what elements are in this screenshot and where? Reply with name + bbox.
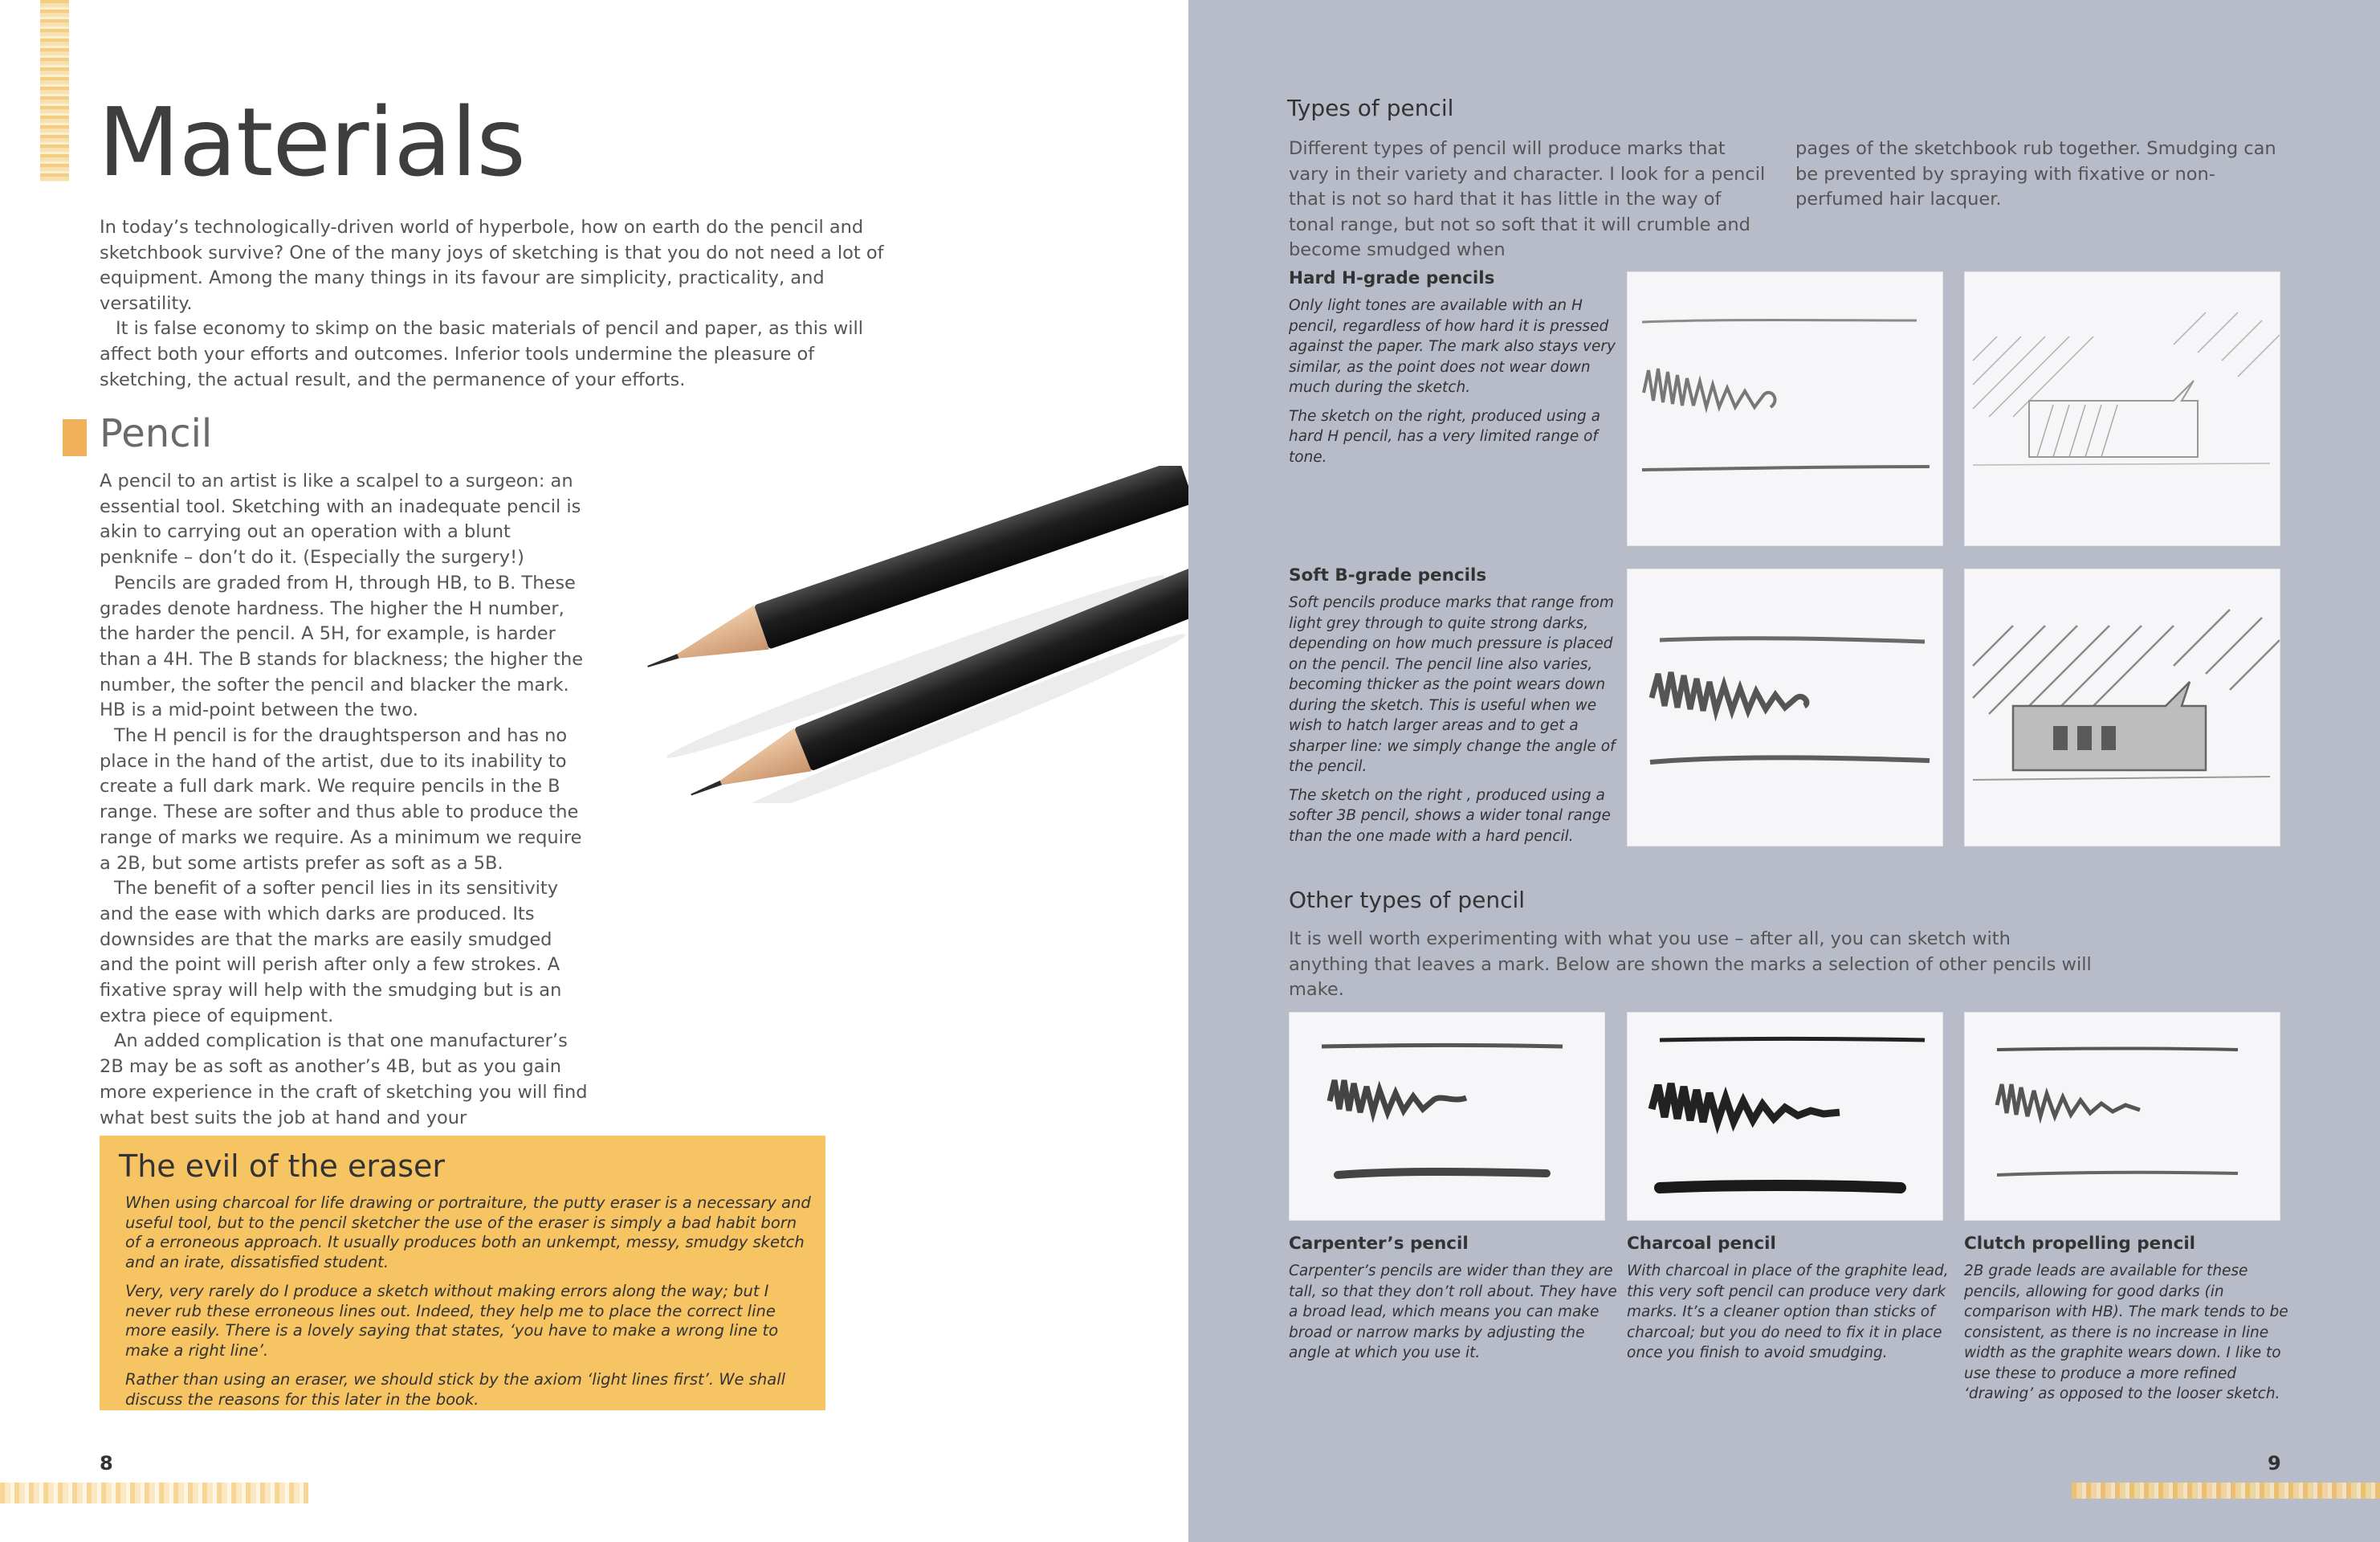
section-heading-types: Types of pencil (1287, 95, 1454, 121)
section-marker (63, 419, 87, 456)
eraser-callout-box (100, 1136, 825, 1410)
charcoal-pencil-sample (1627, 1012, 1943, 1221)
clutch-pencil-sample (1964, 1012, 2280, 1221)
callout-text (125, 1193, 816, 1419)
callout-paragraph: When using charcoal for life drawing or portraiture, the putty eraser is a necessary and useful tool, but to the pencil sketcher the use of the eraser is simply a bad habit born of a erroneous approach. It usually produces both an unkempt, messy, smudgy sketch and an irate, dissatisfied student. (125, 1193, 811, 1271)
caption-title-charcoal: Charcoal pencil (1627, 1234, 1776, 1254)
intro-paragraph: In today’s technologically-driven world of hyperbole, how on earth do the pencil and sketchbook survive? One of the many joys of sketching is that you do not need a lot of equipment. Among the many things in its favour are simplicity, practicality, and versatility. (100, 217, 884, 314)
carpenters-pencil-sample (1289, 1012, 1605, 1221)
subheading-hard-pencils: Hard H-grade pencils (1289, 268, 1495, 288)
body-paragraph: The H pencil is for the draughtsperson and has no place in the hand of the artist, due to its inability to create a full dark mark. We require pencils in the B range. These are softer and thus able to produce the range of marks we require. As a minimum we require a 2B, but some artists prefer as soft as a 5B. (100, 725, 582, 874)
intro-paragraph: It is false economy to skimp on the basic materials of pencil and paper, as this will affect both your efforts and outcomes. Inferior tools undermine the pleasure of sketching, the actual result, and the permanence of your efforts. (100, 318, 864, 390)
soft-pencils-text (1289, 593, 1618, 855)
caption-text-clutch: 2B grade leads are available for these pencils, allowing for good darks (in comparison with HB). The mark tends to be consistent, as there is no increase in line width as the graphite wears down. I like to use these to produce a more refined ‘drawing’ as opposed to the looser sketch. (1964, 1263, 2288, 1402)
pencil-section-text (100, 469, 589, 1156)
body-paragraph: Pencils are graded from H, through HB, to B. These grades denote hardness. The higher the H number, the harder the pencil. A 5H, for example, is harder than a 4H. The B stands for blackness; the higher the number, the softer the pencil and blacker the mark. HB is a mid-point between the two. (100, 572, 584, 721)
body-paragraph: The benefit of a softer pencil lies in its sensitivity and the ease with which darks are produced. Its downsides are that the marks are easily smudged and the point will perish after only a few strokes. A fixative spray will help with the smudging but is an extra piece of equipment. (100, 878, 562, 1026)
section-heading-pencil: Pencil (100, 411, 213, 456)
body-paragraph: The sketch on the right, produced using a hard H pencil, has a very limited range of tone. (1289, 407, 1600, 466)
page-title: Materials (98, 87, 525, 198)
page-number: 8 (100, 1452, 113, 1475)
other-intro-text: It is well worth experimenting with what you use – after all, you can sketch with anything that leaves a mark. Below are shown the marks a selection of other pencils will make. (1289, 928, 2092, 1000)
hard-pencil-marks-sample (1627, 271, 1943, 546)
caption-text-charcoal: With charcoal in place of the graphite lead, this very soft pencil can produce very dark marks. It’s a cleaner option than sticks of charcoal; but you do need to fix it in place once you finish to avoid smudging. (1627, 1263, 1949, 1361)
types-text-col2: pages of the sketchbook rub together. Smudging can be prevented by spraying with fixative or non-perfumed hair lacquer. (1795, 138, 2276, 210)
hard-pencil-sketch-sample (1964, 271, 2280, 546)
callout-paragraph: Very, very rarely do I produce a sketch without making errors along the way; but I never rub these erroneous lines out. Indeed, they help me to place the correct line more easily. There is a lovely saying that states, ‘you have to make a wrong line to make a right line’. (125, 1282, 779, 1360)
hard-pencils-text (1289, 296, 1618, 475)
callout-heading: The evil of the eraser (119, 1148, 446, 1184)
decorative-pencil-texture-bottom (2072, 1483, 2380, 1499)
section-heading-other: Other types of pencil (1289, 887, 1526, 913)
body-paragraph: An added complication is that one manufacturer’s 2B may be as soft as another’s 4B, but as you gain more experience in the craft of sketching you will find what best suits the job at hand and your (100, 1030, 588, 1128)
caption-text-carpenters: Carpenter’s pencils are wider than they are tall, so that they don’t roll about. They have a broad lead, which means you can make broad or narrow marks by adjusting the angle at which you use it. (1289, 1263, 1617, 1361)
types-text-col1: Different types of pencil will produce marks that vary in their variety and character. I look for a pencil that is not so hard that it has little in the way of tonal range, but not so soft that it will crumble and become smudged when (1289, 138, 1766, 260)
body-paragraph: The sketch on the right , produced using a softer 3B pencil, shows a wider tonal range than the one made with a hard pencil. (1289, 786, 1611, 845)
callout-paragraph: Rather than using an eraser, we should stick by the axiom ‘light lines first’. We shall discuss the reasons for this later in the book. (125, 1370, 786, 1409)
body-paragraph: Only light tones are available with an H pencil, regardless of how hard it is pressed against the paper. The mark also stays very similar, as the point does not wear down much during the sketch. (1289, 297, 1616, 396)
soft-pencil-sketch-sample (1964, 569, 2280, 846)
subheading-soft-pencils: Soft B-grade pencils (1289, 565, 1487, 585)
pencils-photo (610, 466, 1188, 803)
soft-pencil-marks-sample (1627, 569, 1943, 846)
page-number: 9 (2268, 1452, 2281, 1475)
decorative-pencil-texture-bottom (0, 1483, 308, 1503)
body-paragraph: A pencil to an artist is like a scalpel to a surgeon: an essential tool. Sketching with an inadequate pencil is akin to carrying out an operation with a blunt penknife – don’t do it. (Especially the surgery!) (100, 471, 581, 569)
caption-title-carpenters: Carpenter’s pencil (1289, 1234, 1469, 1254)
decorative-pencil-texture (40, 0, 69, 182)
body-paragraph: Soft pencils produce marks that range from light grey through to quite strong darks, depending on how much pressure is placed on the pencil. The pencil line also varies, becoming thicker as the point wears down during the sketch. This is useful when we wish to hatch larger areas and to get a sharper line: we simply change the angle of the pencil. (1289, 594, 1616, 775)
intro-text (100, 215, 911, 393)
caption-title-clutch: Clutch propelling pencil (1964, 1234, 2196, 1254)
left-page (0, 0, 1188, 1542)
